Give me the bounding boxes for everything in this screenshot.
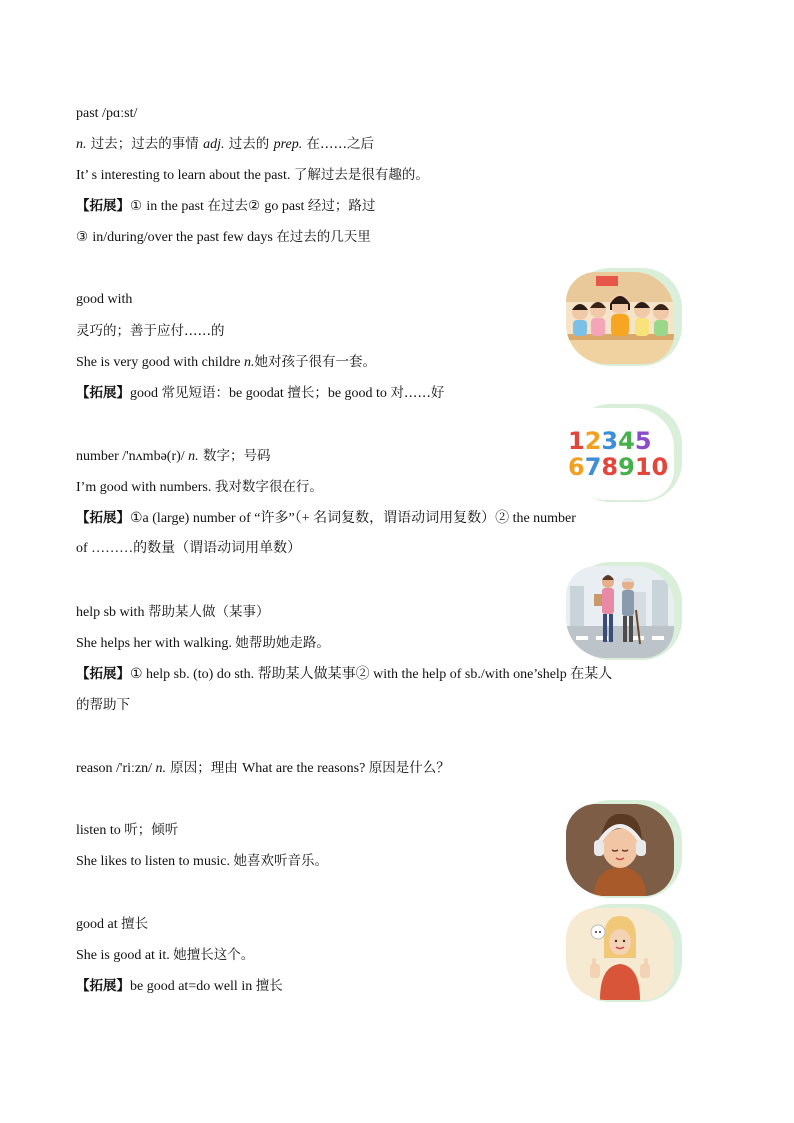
- digit: 7: [584, 453, 602, 481]
- entry-good-with-example: She is very good with childre n.她对孩子很有一套。: [76, 354, 376, 370]
- image-listening-music: [566, 804, 674, 896]
- entry-good-at-example: She is good at it. 她擅长这个。: [76, 947, 255, 963]
- entry-number-head: number /'nʌmbə(r)/ n. 数字；号码: [76, 448, 271, 464]
- entry-good-with-head: good with: [76, 292, 133, 307]
- entry-help-extension-1: 【拓展】① help sb. (to) do sth. 帮助某人做某事② with the help of sb./with one’shelp 在某人: [76, 666, 613, 682]
- entry-reason-head: reason /'riːzn/ n. 原因；理由 What are the reasons? 原因是什么？: [76, 760, 450, 776]
- digit: 9: [618, 453, 635, 481]
- digit: 5: [634, 427, 652, 455]
- entry-past-extension-1: 【拓展】① in the past 在过去② go past 经过；路过: [76, 198, 376, 214]
- entry-number-extension-2: of ………的数量（谓语动词用单数）: [76, 541, 302, 556]
- digit: 10: [634, 453, 669, 481]
- digit: 2: [584, 427, 602, 455]
- entry-listen-head: listen to 听；倾听: [76, 822, 179, 838]
- entry-past-definition: n. 过去；过去的事情 adj. 过去的 prep. 在……之后: [76, 136, 375, 152]
- digit: 1: [568, 427, 585, 455]
- entry-number-example: I’m good with numbers. 我对数字很在行。: [76, 479, 323, 495]
- digit: 8: [601, 453, 619, 481]
- entry-help-head: help sb with 帮助某人做（某事）: [76, 604, 270, 620]
- entry-past-example: It’ s interesting to learn about the past. 了解过去是很有趣的。: [76, 167, 429, 183]
- digit: 6: [568, 453, 585, 481]
- entry-good-at-head: good at 擅长: [76, 916, 149, 932]
- entry-number-extension-1: 【拓展】①a (large) number of “许多”（+ 名词复数，谓语动词用复数）② the number: [76, 510, 576, 526]
- digit: 3: [601, 427, 619, 455]
- entry-past-head: past /pɑːst/: [76, 106, 138, 121]
- image-thumbs-up-girl: [566, 908, 674, 1000]
- entry-help-extension-2: 的帮助下: [76, 697, 130, 713]
- entry-past-extension-2: ③ in/during/over the past few days 在过去的几天里: [76, 229, 371, 245]
- entry-help-example: She helps her with walking. 她帮助她走路。: [76, 635, 330, 651]
- image-numbers: [566, 408, 674, 500]
- digit: 4: [618, 427, 635, 455]
- image-kids-with-teacher: [566, 272, 674, 364]
- entry-good-with-definition: 灵巧的；善于应付……的: [76, 323, 225, 339]
- image-helping-walk: [566, 566, 674, 658]
- entry-good-with-extension: 【拓展】good 常见短语：be goodat 擅长；be good to 对……好: [76, 385, 445, 401]
- entry-good-at-extension: 【拓展】be good at=do well in 擅长: [76, 978, 283, 994]
- entry-listen-example: She likes to listen to music. 她喜欢听音乐。: [76, 853, 328, 869]
